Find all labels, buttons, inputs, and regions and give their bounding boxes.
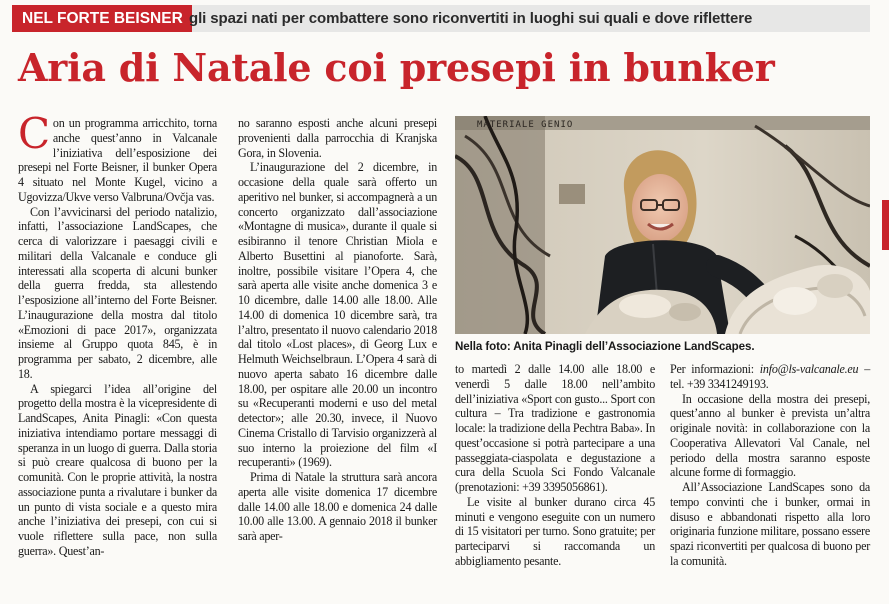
paragraph: L’inaugurazione del 2 dicembre, in occasione della quale sarà offerto un aperitivo nel bunker, si accompagnerà a un concerto organizzato dall’associazione «Montagne di musica», durante il quale si esibiranno il tenore Christian Miola e Alberto Busettini al pianoforte. Sarà, inoltre, possibile visitare l’Opera 4, che sarà aperta alle visite anche domenica 3 e 10 dicembre, dalle 14.00 alle 18.00. Alle 14.00 di domenica 10 dicembre sarà, tra l’altro, presentato il nuovo calendario 2018 dal titolo «Lost places», di Georg Lux e Helmuth Weichselbraun. L’Opera 4 sarà di nuovo aperta sabato 16 dicembre dalle 18.00, per ospitare alle 20.00 un incontro su «Recuperanti moderni e uso del metal detector»; alle 20.30, invece, il Nuovo Cinema Cristallo di Tarvisio organizzerà al suo interno la proiezione del film «I recuperanti» (1969).: [238, 160, 437, 470]
article-column-1: [18, 109, 217, 559]
paragraph: Prima di Natale la struttura sarà ancora aperta alle visite domenica 17 dicembre dalle 14.00 alle 18.00 e domenica 24 dalle 10.00 alle 13.00. A gennaio 2018 il bunker sarà aper-: [238, 470, 437, 543]
photo-wall-label: MATERIALE GENIO: [477, 120, 574, 130]
lead-paragraph: [18, 109, 217, 205]
article-photo: [455, 116, 870, 334]
contact-lead: Per informazioni:: [670, 362, 760, 376]
paragraph: no saranno esposti anche alcuni presepi provenienti dalla parrocchia di Kranjska Gora, in Slovenia.: [238, 116, 437, 160]
contact-phone: – tel. +39 3341249193.: [670, 362, 870, 391]
paragraph: A spiegarci l’idea all’origine del progetto della mostra è la vicepresidente di LandScapes, Anita Pinagli: «Con questa iniziativa intendiamo portare messaggi di speranza in un luogo di guerra. Dalla storia si può creare qualcosa di buono per la comunità. Con le proprie attività, la nostra associazione punta a rivalutare i bunker da un punto di vista sociale e a questo mira anche l’iniziativa dei presepi, con cui si vuole riflettere sulla pace, non sulla guerra». Quest’an-: [18, 381, 217, 558]
article-column-2: [238, 116, 437, 544]
paragraph: In occasione della mostra dei presepi, quest’anno al bunker è prevista un’altra originale novità: in collaborazione con la Cooperativa Allevatori Val Canale, nel periodo della mostra saranno esposte alcune forme di formaggio.: [670, 391, 870, 480]
photo-illustration: [455, 116, 870, 334]
contact-email: info@ls-valcanale.eu: [759, 362, 859, 376]
kicker-tag: NEL FORTE BEISNER: [12, 5, 192, 32]
article-column-3: [455, 362, 655, 569]
article-column-4: [670, 362, 870, 569]
photo-caption: Nella foto: Anita Pinagli dell’Associazione LandScapes.: [455, 340, 755, 353]
paragraph: Con l’avvicinarsi del periodo natalizio, infatti, l’associazione LandScapes, che cerca di valorizzare i paesaggi civili e militari della Valcanale e conduce gli interessati alla scoperta di alcuni bunker della guerra fredda, sta allestendo l’esposizione all’interno del Forte Beisner. L’inaugurazione della mostra dal titolo «Emozioni di pace 2017», organizzata insieme al Gruppo quota 845, è in programma per sabato, 2 dicembre, alle 18.: [18, 204, 217, 381]
kicker-subtitle: gli spazi nati per combattere sono riconvertiti in luoghi sui quali e dove riflettere: [189, 10, 753, 27]
paragraph: to martedì 2 dalle 14.00 alle 18.00 e venerdì 5 dalle 18.00 nell’ambito dell’iniziativa «Sport con gusto... Sport con cultura – Tra tradizione e gastronomia locale: la tradizione della Pechtra Baba». In quest’occasione si potrà partecipare a una passeggiata-ciaspolata e degustazione a cura della Scuola Sci Fondo Valcanale (prenotazioni: +39 3395056861).: [455, 362, 655, 494]
paragraph: All’Associazione LandScapes sono da tempo convinti che i bunker, ormai in disuso e abbandonati rispetto alla loro originaria funzione militare, possano essere spazi riconvertiti per qualcosa di buono per la comunità.: [670, 480, 870, 568]
contact-paragraph: [670, 362, 870, 392]
paragraph: Le visite al bunker durano circa 45 minuti e vengono eseguite con un numero di 15 visitatori per turno. Sono gratuite; per parteciparvi si raccomanda un abbigliamento pesante.: [455, 494, 655, 568]
drop-cap: C: [18, 109, 50, 158]
headline: Aria di Natale coi presepi in bunker: [18, 45, 775, 90]
page-edge-marker: [882, 200, 889, 250]
paragraph-text: on un programma arricchito, torna anche quest’anno in Valcanale l’iniziativa dell’esposizione dei presepi nel Forte Beisner, il bunker Opera 4 situato nel Monte Kugel, vicino a Ugovizza/Ukve verso Valbruna/Ovčja vas.: [18, 116, 217, 204]
